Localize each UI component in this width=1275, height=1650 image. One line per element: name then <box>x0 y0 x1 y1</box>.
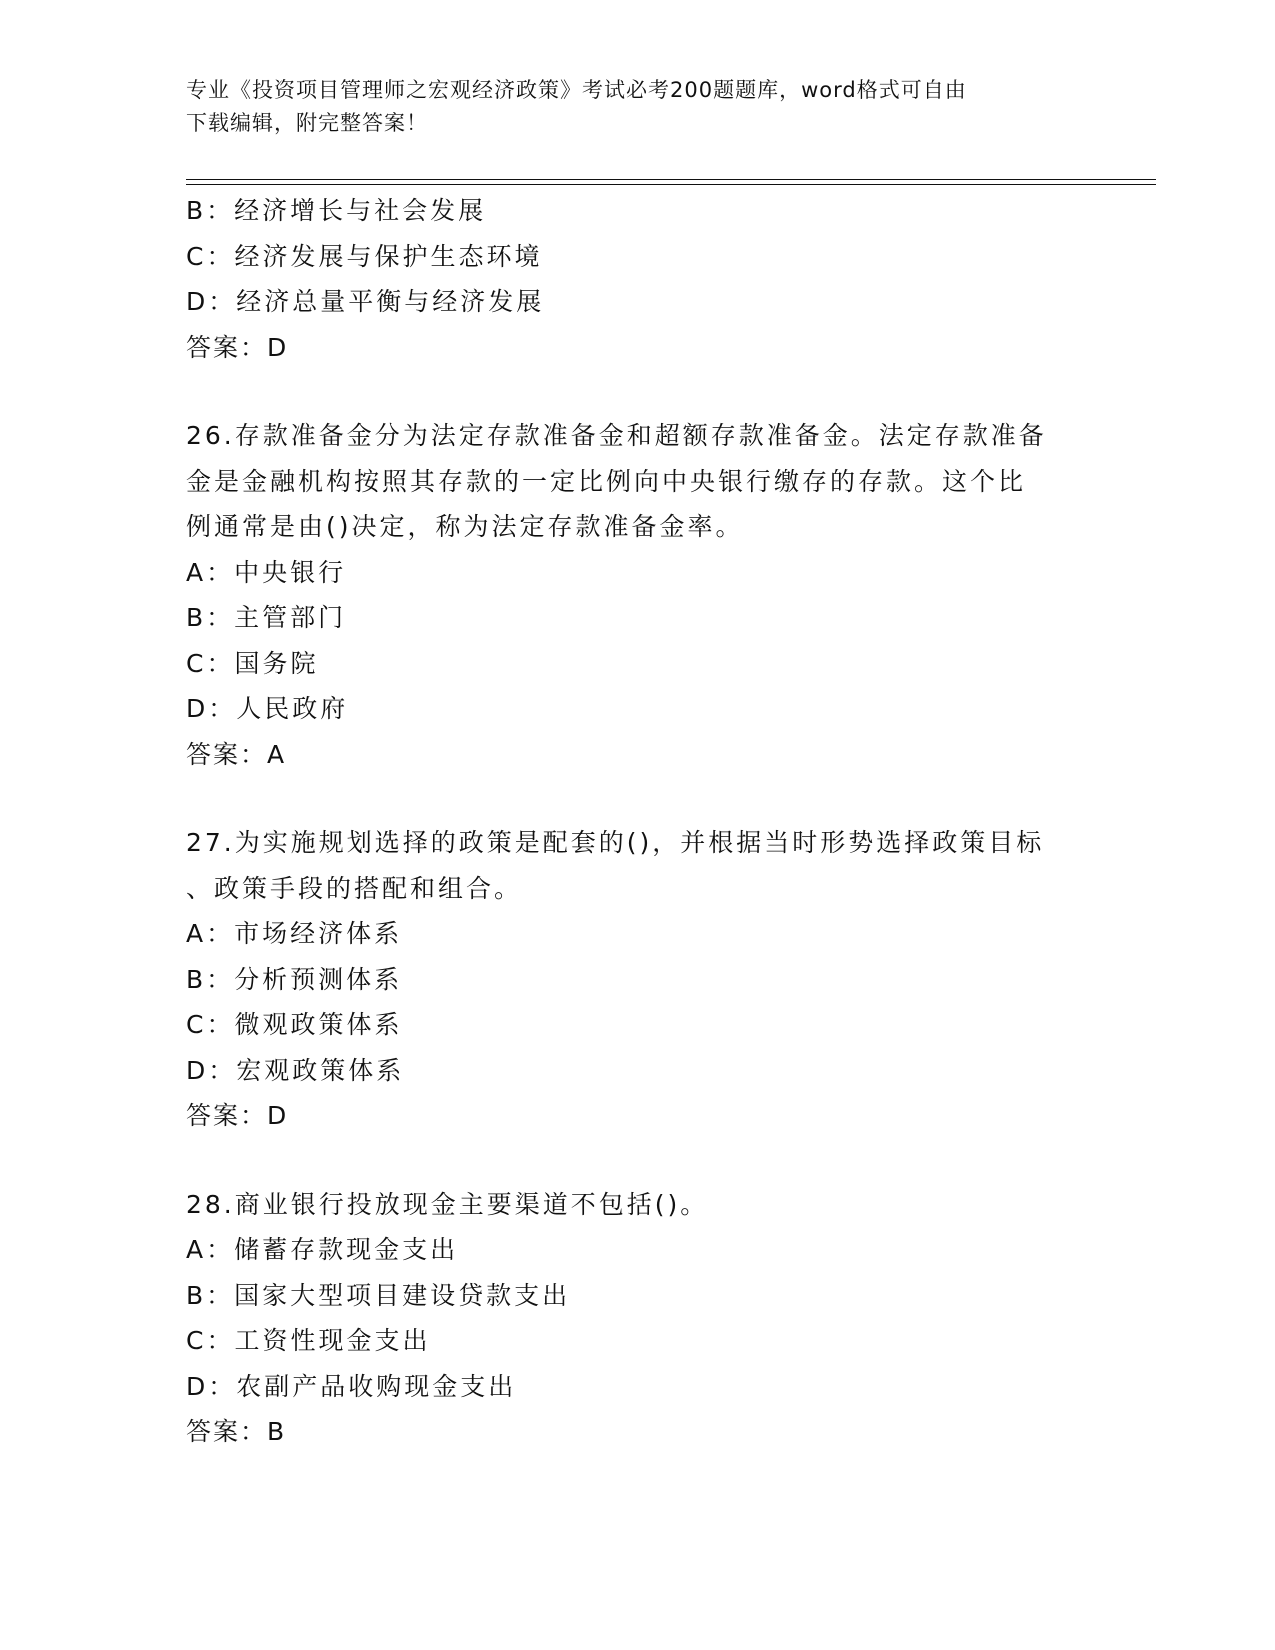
question-stem-line: 26.存款准备金分为法定存款准备金和超额存款准备金。法定存款准备 <box>186 421 1047 450</box>
option-c: C：国务院 <box>186 648 319 678</box>
option-a: A：储蓄存款现金支出 <box>186 1235 459 1264</box>
spacer <box>186 370 1086 413</box>
option-a: A：中央银行 <box>186 557 347 587</box>
option-c: C：经济发展与保护生态环境 <box>186 241 543 271</box>
header-line-1: 专业《投资项目管理师之宏观经济政策》考试必考200题题库，word格式可自由 <box>186 78 967 102</box>
question-stem-line: 例通常是由()决定，称为法定存款准备金率。 <box>186 512 744 541</box>
option-b: B：国家大型项目建设贷款支出 <box>186 1280 571 1310</box>
question-27 <box>186 820 1086 1139</box>
option-c: C：微观政策体系 <box>186 1010 403 1039</box>
answer: 答案：D <box>186 332 289 362</box>
option-d: D：农副产品收购现金支出 <box>186 1371 517 1401</box>
answer: 答案：D <box>186 1101 289 1130</box>
option-a: A：市场经济体系 <box>186 919 403 948</box>
document-body <box>186 188 1086 1455</box>
question-stem-line: 、政策手段的搭配和组合。 <box>186 873 523 903</box>
answer: 答案：B <box>186 1417 287 1446</box>
spacer <box>186 777 1086 820</box>
answer: 答案：A <box>186 739 287 769</box>
question-stem-line: 27.为实施规划选择的政策是配套的()，并根据当时形势选择政策目标 <box>186 828 1045 857</box>
question-25 <box>186 188 1086 370</box>
question-stem-line: 28.商业银行投放现金主要渠道不包括()。 <box>186 1189 709 1219</box>
question-stem-line: 金是金融机构按照其存款的一定比例向中央银行缴存的存款。这个比 <box>186 466 1027 496</box>
option-b: B：主管部门 <box>186 603 347 632</box>
option-d: D：宏观政策体系 <box>186 1055 405 1085</box>
header-divider-bottom <box>186 184 1156 185</box>
header-divider-top <box>186 179 1156 180</box>
option-b: B：分析预测体系 <box>186 964 403 994</box>
question-26 <box>186 413 1086 777</box>
spacer <box>186 1139 1086 1182</box>
option-c: C：工资性现金支出 <box>186 1326 431 1355</box>
question-28 <box>186 1182 1086 1455</box>
option-b: B：经济增长与社会发展 <box>186 196 487 225</box>
option-d: D：人民政府 <box>186 694 349 723</box>
document-header <box>186 74 1086 140</box>
header-line-2: 下载编辑，附完整答案！ <box>186 111 428 135</box>
option-d: D：经济总量平衡与经济发展 <box>186 287 545 316</box>
